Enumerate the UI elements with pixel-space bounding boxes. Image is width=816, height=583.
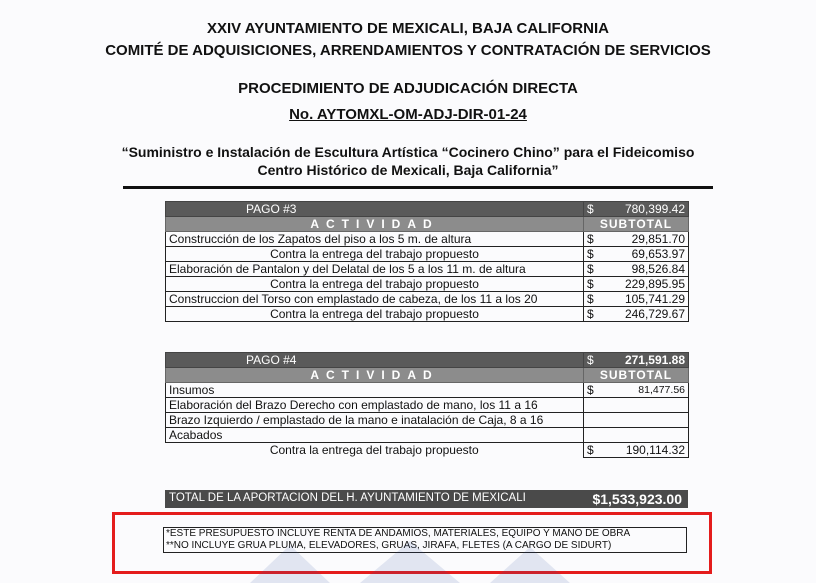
pago-3-line-activity: Construccion del Torso con emplastado de cabeza, de los 11 a los 20: [166, 292, 584, 307]
pago-4-line-subtotal-cell: [584, 413, 689, 428]
pago-4-line-activity: Elaboración del Brazo Derecho con emplastado de mano, los 11 a 16: [166, 398, 584, 413]
note-includes: *ESTE PRESUPUESTO INCLUYE RENTA DE ANDAMIOS, MATERIALES, EQUIPO Y MANO DE OBRA: [166, 528, 631, 539]
pago-3-table: [165, 201, 689, 322]
pago-4-delivery-label: Contra la entrega del trabajo propuesto: [166, 443, 584, 458]
pago-4-delivery-currency: $: [587, 443, 594, 457]
pago-3-line-subtotal-cell: [584, 247, 689, 262]
pago-3-line-amount: 98,526.84: [631, 262, 685, 276]
pago-4-table: [165, 352, 689, 458]
procedure-title: PROCEDIMIENTO DE ADJUDICACIÓN DIRECTA: [238, 80, 578, 97]
pago-4-delivery-amount: 190,114.32: [625, 443, 685, 457]
pago-3-total-currency: $: [587, 202, 594, 216]
pago-4-total-currency: $: [587, 353, 594, 367]
pago-3-line-activity: Contra la entrega del trabajo propuesto: [166, 277, 584, 292]
pago-3-line-amount: 229,895.95: [624, 277, 685, 291]
pago-3-line-amount: 105,741.29: [624, 292, 685, 306]
doc-title-line-1: XXIV AYUNTAMIENTO DE MEXICALI, BAJA CALIFORNIA: [207, 20, 609, 37]
pago-3-line-row: [166, 232, 689, 247]
pago-3-line-subtotal-cell: [584, 232, 689, 247]
pago-3-line-row: [166, 277, 689, 292]
note-excludes: **NO INCLUYE GRUA PLUMA, ELEVADORES, GRUAS, JIRAFA, FLETES (A CARGO DE SIDURT): [166, 540, 612, 551]
pago-3-total: 780,399.42: [624, 202, 685, 216]
pago-3-line-row: [166, 292, 689, 307]
pago-3-line-subtotal-cell: [584, 307, 689, 322]
pago-3-column-header-row: [166, 217, 689, 232]
pago-4-line-row: [166, 428, 689, 443]
pago-3-line-amount: 29,851.70: [631, 232, 685, 246]
pago-3-line-currency: $: [587, 247, 594, 261]
pago-3-line-amount: 246,729.67: [624, 307, 685, 321]
contract-subject-line-2: Centro Histórico de Mexicali, Baja California”: [257, 162, 559, 178]
watermark-emblem-icon: [230, 535, 590, 583]
pago-4-line-row: [166, 413, 689, 428]
pago-4-column-header-row: [166, 368, 689, 383]
pago-4-line-subtotal-cell: [584, 428, 689, 443]
pago-3-line-amount: 69,653.97: [631, 247, 685, 261]
pago-4-total-cell: [584, 353, 689, 368]
pago-3-line-currency: $: [587, 307, 594, 321]
pago-4-activity-header: ACTIVIDAD: [166, 368, 584, 383]
contract-subject-line-1: “Suministro e Instalación de Escultura Artística “Cocinero Chino” para el Fideicomiso: [121, 144, 695, 160]
pago-4-delivery-cell: [584, 443, 689, 458]
total-contribution-bar: [165, 490, 688, 508]
pago-3-line-row: [166, 307, 689, 322]
pago-3-line-activity: Construcción de los Zapatos del piso a los 5 m. de altura: [166, 232, 584, 247]
pago-3-line-currency: $: [587, 232, 594, 246]
pago-3-header-row: [166, 202, 689, 217]
pago-4-total: 271,591.88: [624, 353, 685, 367]
pago-4-line-activity: Acabados: [166, 428, 584, 443]
pago-3-line-subtotal-cell: [584, 262, 689, 277]
pago-3-line-activity: Contra la entrega del trabajo propuesto: [166, 247, 584, 262]
pago-4-subtotal-header: SUBTOTAL: [584, 368, 689, 383]
pago-3-subtotal-header: SUBTOTAL: [584, 217, 689, 232]
pago-4-header-row: [166, 353, 689, 368]
pago-3-line-currency: $: [587, 292, 594, 306]
pago-4-line-currency: $: [587, 383, 594, 397]
pago-3-line-activity: Contra la entrega del trabajo propuesto: [166, 307, 584, 322]
pago-4-delivery-row: [166, 443, 689, 458]
pago-3-total-cell: [584, 202, 689, 217]
pago-3-line-row: [166, 262, 689, 277]
pago-4-line-subtotal-cell: [584, 398, 689, 413]
total-contribution-label: TOTAL DE LA APORTACION DEL H. AYUNTAMIENTO DE MEXICALI: [169, 492, 526, 504]
pago-3-line-currency: $: [587, 277, 594, 291]
pago-4-line-amount: 81,477.56: [638, 384, 685, 396]
pago-4-line-activity: Brazo Izquierdo / emplastado de la mano e inatalación de Caja, 8 a 16: [166, 413, 584, 428]
pago-4-line-row: [166, 383, 689, 398]
pago-4-title: PAGO #4: [166, 353, 584, 368]
doc-title-line-2: COMITÉ DE ADQUISICIONES, ARRENDAMIENTOS Y CONTRATACIÓN DE SERVICIOS: [105, 42, 711, 59]
pago-3-activity-header: ACTIVIDAD: [166, 217, 584, 232]
pago-3-line-currency: $: [587, 262, 594, 276]
pago-4-line-activity: Insumos: [166, 383, 584, 398]
total-contribution-amount: $1,533,923.00: [592, 491, 682, 507]
pago-3-line-row: [166, 247, 689, 262]
pago-3-line-subtotal-cell: [584, 277, 689, 292]
pago-3-line-activity: Elaboración de Pantalon y del Delatal de los 5 a los 11 m. de altura: [166, 262, 584, 277]
pago-4-line-row: [166, 398, 689, 413]
procedure-number: No. AYTOMXL-OM-ADJ-DIR-01-24: [289, 106, 527, 123]
pago-3-title: PAGO #3: [166, 202, 584, 217]
pago-4-line-subtotal-cell: [584, 383, 689, 398]
divider-rule: [123, 186, 713, 189]
pago-3-line-subtotal-cell: [584, 292, 689, 307]
